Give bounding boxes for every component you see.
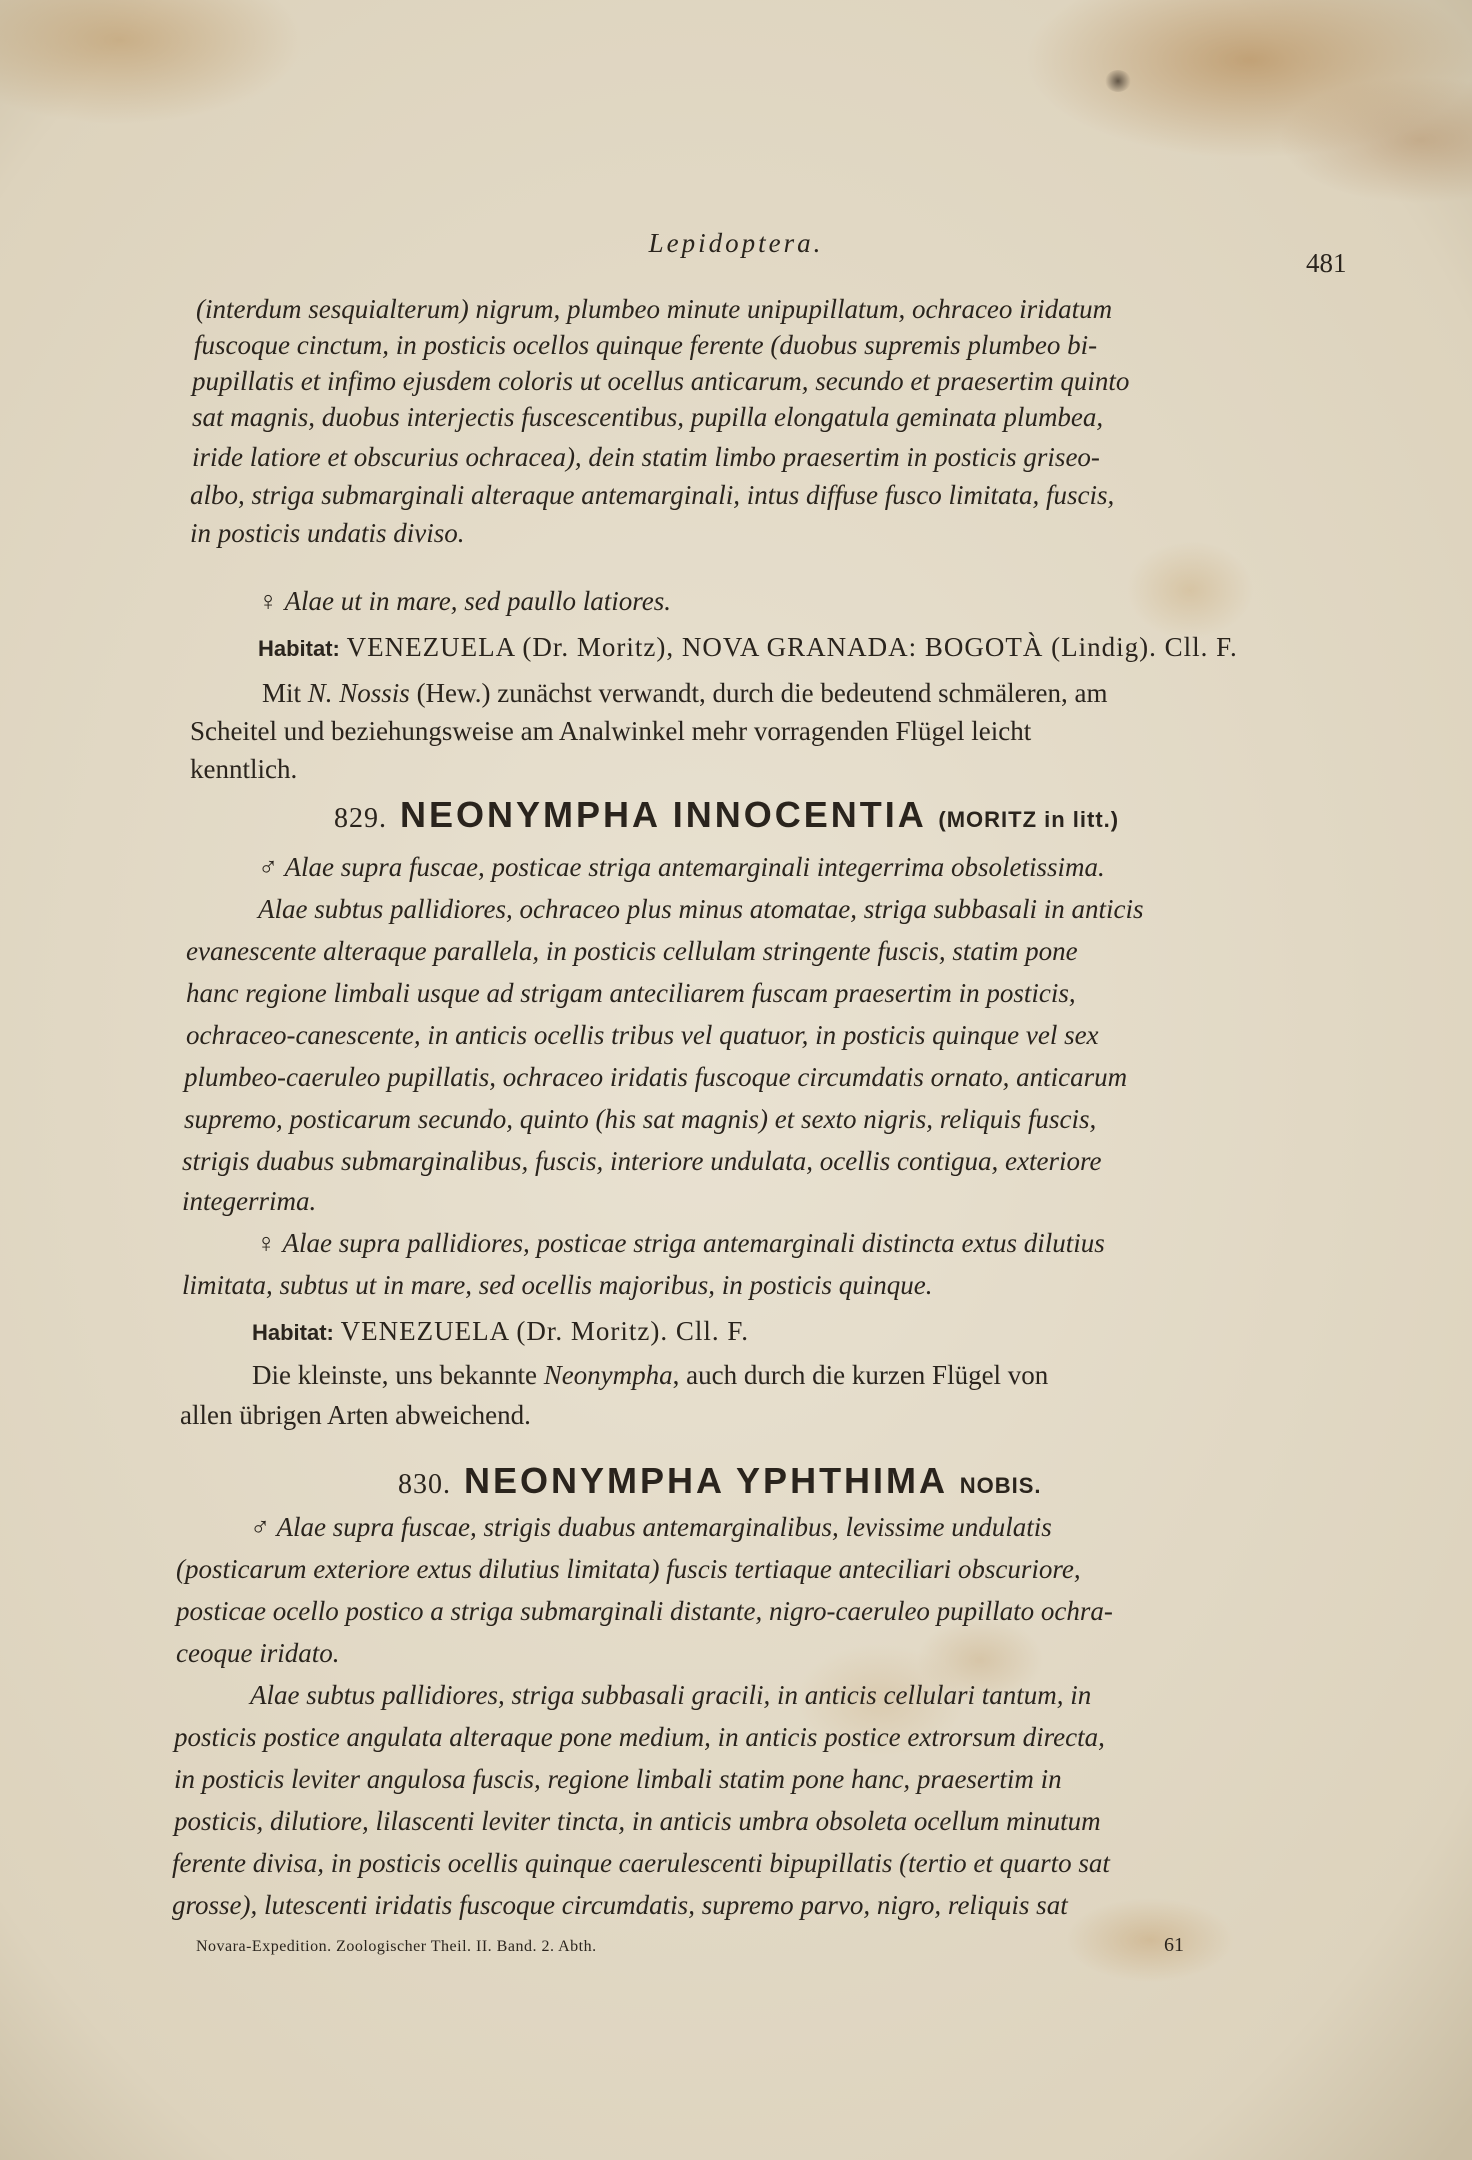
species-description-line: ferente divisa, in posticis ocellis quinque caerulescenti bipupillatis (tertio et quarto sat	[172, 1848, 1110, 1878]
remark-text: Mit	[262, 678, 302, 708]
species-heading	[334, 794, 1119, 836]
remark-text: (Hew.) zunächst verwandt, durch die bedeutend schmäleren, am	[416, 678, 1108, 708]
habitat-text: VENEZUELA (Dr. Moritz), NOVA GRANADA: BOGOTÀ (Lindig). Cll. F.	[346, 632, 1238, 662]
species-description-line: posticis postice angulata alteraque pone medium, in anticis postice extrorsum directa,	[174, 1722, 1105, 1752]
species-number: 829.	[334, 803, 387, 834]
text-line: (interdum sesquialterum) nigrum, plumbeo minute unipupillatum, ochraceo iridatum	[196, 294, 1113, 324]
remark-text: , auch durch die kurzen Flügel von	[672, 1360, 1049, 1390]
species-description-line: ♂ Alae supra fuscae, strigis duabus antemarginalibus, levissime undulatis	[250, 1512, 1052, 1542]
species-description-line: ♂ Alae supra fuscae, posticae striga antemarginali integerrima obsoletissima.	[258, 852, 1105, 882]
text-line: iride latiore et obscurius ochracea), dein statim limbo praesertim in posticis griseo-	[192, 442, 1100, 472]
species-description-line: ♀ Alae supra pallidiores, posticae striga antemarginali distincta extus dilutius	[256, 1228, 1105, 1258]
genus-reference: Neonympha	[543, 1360, 673, 1390]
species-description-line: limitata, subtus ut in mare, sed ocellis majoribus, in posticis quinque.	[182, 1270, 933, 1300]
page-number: 481	[1306, 248, 1347, 278]
text-line: fuscoque cinctum, in posticis ocellos quinque ferente (duobus supremis plumbeo bi-	[194, 330, 1098, 360]
ink-stain	[1105, 70, 1131, 92]
habitat-line	[252, 1314, 749, 1350]
text-line: in posticis undatis diviso.	[190, 518, 465, 548]
species-heading	[398, 1460, 1042, 1502]
remark-line: Scheitel und beziehungsweise am Analwinkel mehr vorragenden Flügel leicht	[190, 716, 1032, 746]
species-name: NEONYMPHA YPHTHIMA	[464, 1460, 947, 1501]
species-number: 830.	[398, 1469, 451, 1500]
species-authority: NOBIS.	[959, 1473, 1042, 1498]
species-description-line: (posticarum exteriore extus dilutius limitata) fuscis tertiaque anteciliari obscuriore,	[176, 1554, 1081, 1584]
footer-signature: 61	[1164, 1934, 1184, 1956]
habitat-label: Habitat:	[252, 1320, 334, 1345]
genus-reference: N. Nossis	[307, 678, 410, 708]
species-description-line: Alae subtus pallidiores, striga subbasali gracili, in anticis cellulari tantum, in	[250, 1680, 1092, 1710]
species-description-line: in posticis leviter angulosa fuscis, regione limbali statim pone hanc, praesertim in	[174, 1764, 1062, 1794]
species-description-line: Alae subtus pallidiores, ochraceo plus minus atomatae, striga subbasali in anticis	[258, 894, 1144, 924]
female-description: ♀ Alae ut in mare, sed paullo latiores.	[258, 586, 671, 616]
species-description-line: integerrima.	[182, 1186, 317, 1216]
text-line: albo, striga submarginali alteraque antemarginali, intus diffuse fusco limitata, fuscis,	[190, 480, 1115, 510]
species-description-line: supremo, posticarum secundo, quinto (his sat magnis) et sexto nigris, reliquis fuscis,	[184, 1104, 1097, 1134]
remark-line: kenntlich.	[190, 754, 298, 784]
species-description-line: plumbeo-caeruleo pupillatis, ochraceo iridatis fuscoque circumdatis ornato, anticarum	[184, 1062, 1128, 1092]
running-title: Lepidoptera.	[648, 228, 824, 258]
species-description-line: posticis, dilutiore, lilascenti leviter tincta, in anticis umbra obsoleta ocellum minutum	[174, 1806, 1101, 1836]
species-description-line: grosse), lutescenti iridatis fuscoque circumdatis, supremo parvo, nigro, reliquis sat	[172, 1890, 1068, 1920]
species-description-line: ceoque iridato.	[176, 1638, 340, 1668]
species-description-line: ochraceo-canescente, in anticis ocellis tribus vel quatuor, in posticis quinque vel sex	[186, 1020, 1099, 1050]
species-description-line: hanc regione limbali usque ad strigam anteciliarem fuscam praesertim in posticis,	[186, 978, 1076, 1008]
species-description-line: evanescente alteraque parallela, in posticis cellulam stringente fuscis, statim pone	[186, 936, 1078, 966]
text-line: pupillatis et infimo ejusdem coloris ut ocellus anticarum, secundo et praesertim quinto	[192, 366, 1130, 396]
remark-line: allen übrigen Arten abweichend.	[180, 1400, 531, 1430]
remark-line	[262, 676, 1108, 710]
remark-text: Die kleinste, uns bekannte	[252, 1360, 537, 1390]
species-description-line: posticae ocello postico a striga submarginali distante, nigro-caeruleo pupillato ochra-	[176, 1596, 1113, 1626]
text-line: sat magnis, duobus interjectis fuscescentibus, pupilla elongatula geminata plumbea,	[192, 402, 1104, 432]
habitat-label: Habitat:	[258, 636, 340, 661]
species-authority: (MORITZ in litt.)	[938, 807, 1120, 832]
species-name: NEONYMPHA INNOCENTIA	[400, 794, 926, 835]
habitat-text: VENEZUELA (Dr. Moritz). Cll. F.	[340, 1316, 749, 1346]
remark-line	[252, 1358, 1048, 1392]
habitat-line	[258, 630, 1238, 666]
footer-publication: Novara-Expedition. Zoologischer Theil. II. Band. 2. Abth.	[196, 1938, 597, 1955]
species-description-line: strigis duabus submarginalibus, fuscis, interiore undulata, ocellis contigua, exteriore	[182, 1146, 1102, 1176]
